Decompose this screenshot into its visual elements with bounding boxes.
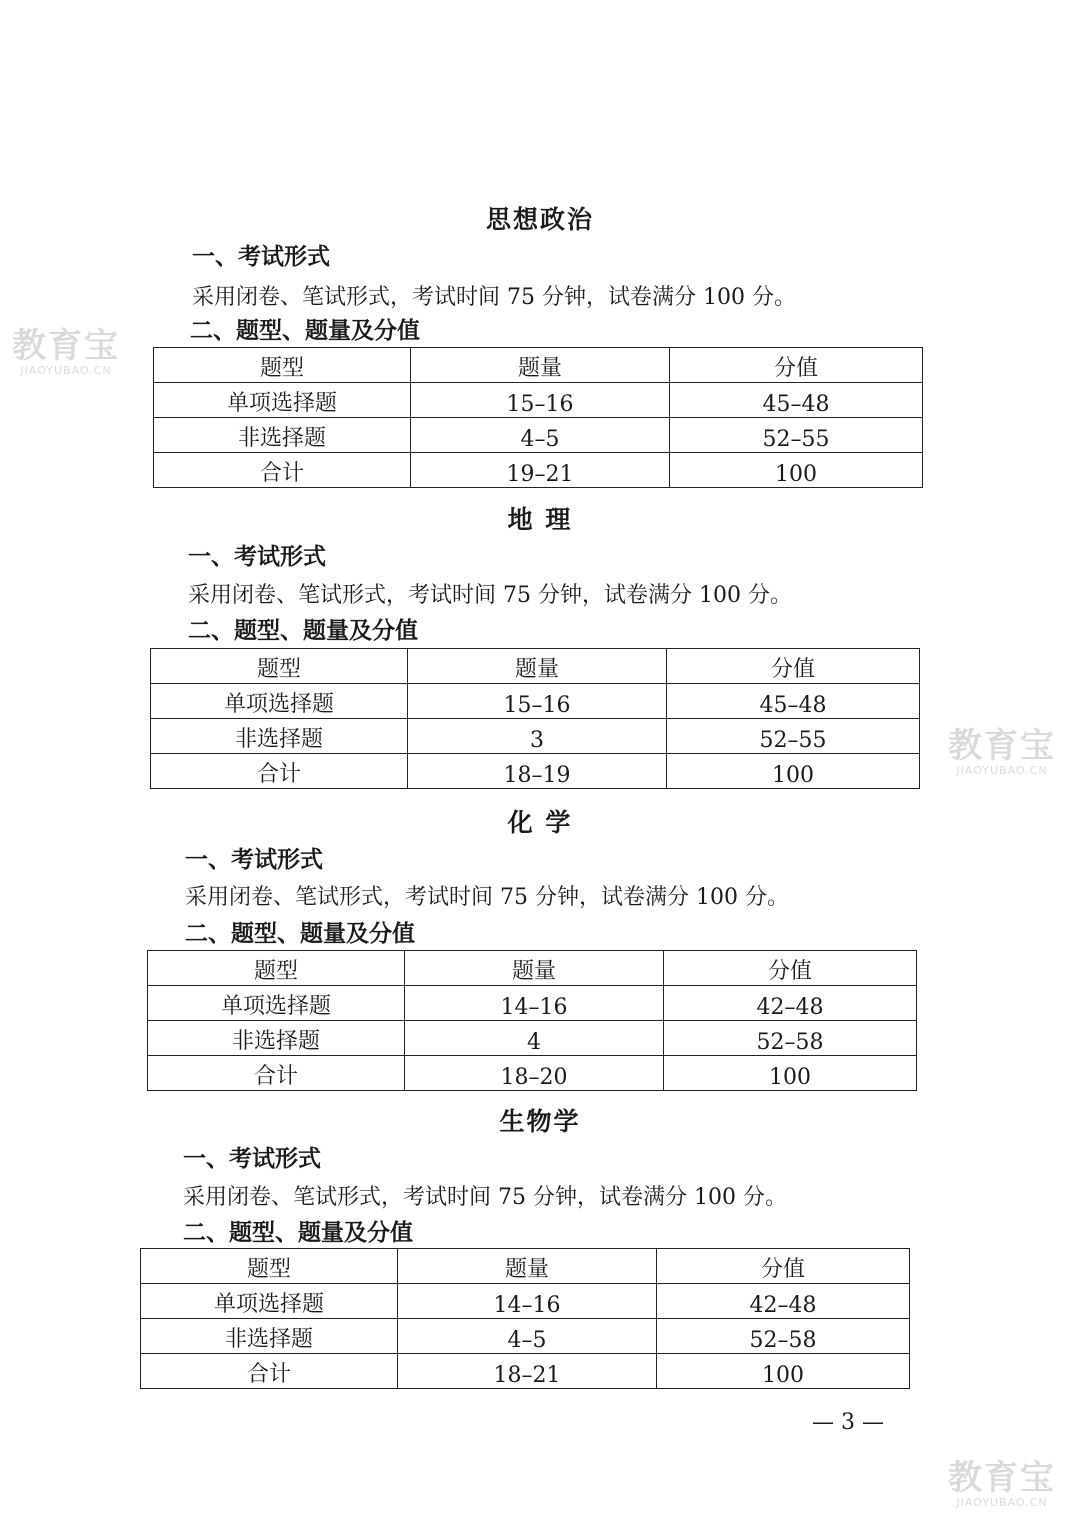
score-table-biology (140, 1248, 910, 1389)
table-row (148, 986, 917, 1021)
table-row (154, 383, 923, 418)
table-cell: 18–19 (408, 754, 667, 789)
exam-form-heading: 一、考试形式 (192, 244, 330, 270)
table-cell: 合计 (148, 1056, 405, 1091)
table-cell: 单项选择题 (151, 684, 408, 719)
exam-form-heading: 一、考试形式 (183, 1146, 321, 1172)
table-cell: 单项选择题 (148, 986, 405, 1021)
question-type-heading: 二、题型、题量及分值 (190, 318, 420, 344)
table-header-cell: 题型 (154, 348, 411, 383)
table-row (154, 453, 923, 488)
table-cell: 合计 (151, 754, 408, 789)
table-header-cell: 题型 (151, 649, 408, 684)
table-cell: 合计 (141, 1354, 398, 1389)
table-header-cell: 题量 (405, 951, 664, 986)
watermark-text: 教育宝 (948, 726, 1056, 766)
subject-title-biology: 生物学 (499, 1107, 581, 1136)
watermark-subtext: JIAOYUBAO.CN (956, 1496, 1048, 1509)
table-cell: 4 (405, 1021, 664, 1056)
table-cell: 100 (670, 453, 923, 488)
question-type-heading: 二、题型、题量及分值 (183, 1220, 413, 1246)
table-cell: 100 (664, 1056, 917, 1091)
watermark-text: 教育宝 (948, 1458, 1056, 1498)
subject-title-politics: 思想政治 (485, 205, 594, 234)
watermark-logo (948, 1460, 1056, 1509)
table-cell: 非选择题 (151, 719, 408, 754)
table-header-row (148, 951, 917, 986)
table-row (154, 418, 923, 453)
table-row (141, 1284, 910, 1319)
table-header-cell: 题量 (408, 649, 667, 684)
table-cell: 52–55 (667, 719, 920, 754)
table-row (151, 754, 920, 789)
exam-form-heading: 一、考试形式 (185, 847, 323, 873)
table-cell: 18–20 (405, 1056, 664, 1091)
question-type-heading: 二、题型、题量及分值 (185, 921, 415, 947)
table-cell: 非选择题 (154, 418, 411, 453)
table-cell: 45–48 (667, 684, 920, 719)
table-header-row (154, 348, 923, 383)
table-cell: 4–5 (411, 418, 670, 453)
table-header-cell: 题型 (148, 951, 405, 986)
table-cell: 14–16 (398, 1284, 657, 1319)
table-row (141, 1354, 910, 1389)
table-header-cell: 题量 (411, 348, 670, 383)
table-row (148, 1021, 917, 1056)
watermark-logo (948, 728, 1056, 777)
table-header-cell: 分值 (664, 951, 917, 986)
exam-form-text: 采用闭卷、笔试形式，考试时间 75 分钟，试卷满分 100 分。 (183, 1185, 787, 1210)
question-type-heading: 二、题型、题量及分值 (188, 618, 418, 644)
exam-form-text: 采用闭卷、笔试形式，考试时间 75 分钟，试卷满分 100 分。 (188, 583, 792, 608)
table-cell: 52–58 (657, 1319, 910, 1354)
table-row (151, 719, 920, 754)
table-header-cell: 分值 (657, 1249, 910, 1284)
table-row (148, 1056, 917, 1091)
table-row (141, 1319, 910, 1354)
page-number: — 3 — (812, 1410, 884, 1435)
table-cell: 非选择题 (141, 1319, 398, 1354)
table-row (151, 684, 920, 719)
score-table-politics (153, 347, 923, 488)
table-header-cell: 题量 (398, 1249, 657, 1284)
table-header-row (141, 1249, 910, 1284)
table-cell: 非选择题 (148, 1021, 405, 1056)
table-cell: 4–5 (398, 1319, 657, 1354)
watermark-subtext: JIAOYUBAO.CN (20, 364, 112, 377)
table-cell: 42–48 (657, 1284, 910, 1319)
table-cell: 42–48 (664, 986, 917, 1021)
exam-form-text: 采用闭卷、笔试形式，考试时间 75 分钟，试卷满分 100 分。 (192, 285, 796, 310)
table-cell: 45–48 (670, 383, 923, 418)
exam-form-text: 采用闭卷、笔试形式，考试时间 75 分钟，试卷满分 100 分。 (185, 885, 789, 910)
watermark-subtext: JIAOYUBAO.CN (956, 764, 1048, 777)
score-table-geography (150, 648, 920, 789)
table-cell: 14–16 (405, 986, 664, 1021)
table-header-cell: 分值 (670, 348, 923, 383)
table-cell: 18–21 (398, 1354, 657, 1389)
subject-title-chemistry: 化 学 (507, 808, 573, 837)
table-cell: 52–55 (670, 418, 923, 453)
table-cell: 合计 (154, 453, 411, 488)
table-cell: 单项选择题 (141, 1284, 398, 1319)
table-cell: 100 (667, 754, 920, 789)
table-header-cell: 分值 (667, 649, 920, 684)
watermark-logo (12, 328, 120, 377)
table-cell: 15–16 (411, 383, 670, 418)
score-table-chemistry (147, 950, 917, 1091)
table-cell: 100 (657, 1354, 910, 1389)
subject-title-geography: 地 理 (507, 505, 573, 534)
table-cell: 15–16 (408, 684, 667, 719)
table-cell: 52–58 (664, 1021, 917, 1056)
table-header-row (151, 649, 920, 684)
table-cell: 19–21 (411, 453, 670, 488)
table-cell: 单项选择题 (154, 383, 411, 418)
watermark-text: 教育宝 (12, 326, 120, 366)
exam-form-heading: 一、考试形式 (188, 544, 326, 570)
table-header-cell: 题型 (141, 1249, 398, 1284)
table-cell: 3 (408, 719, 667, 754)
